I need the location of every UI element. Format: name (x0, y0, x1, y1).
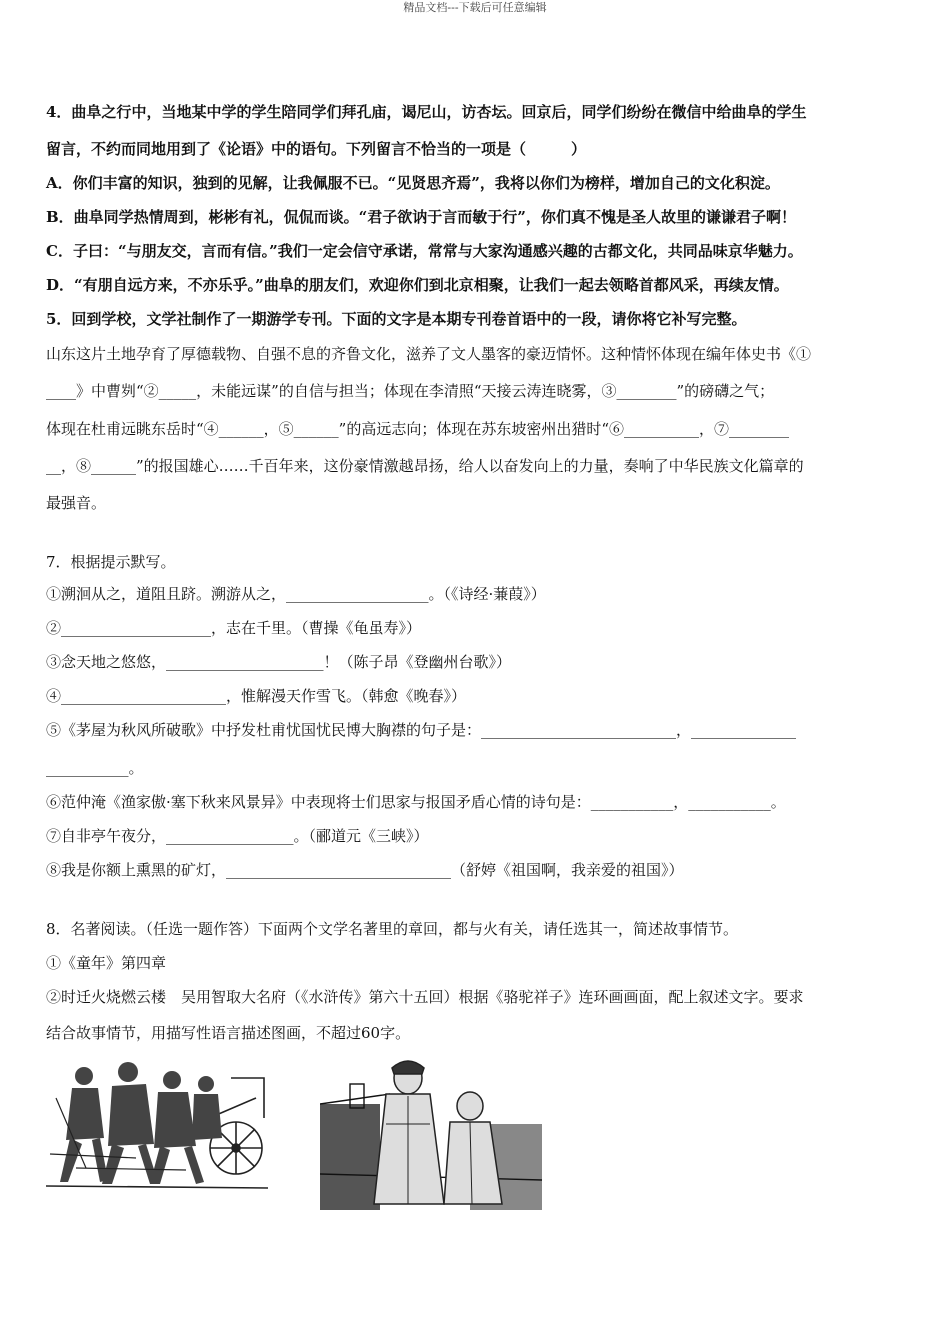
q8-title: 8．名著阅读。（任选一题作答）下面两个文学名著里的章回，都与火有关，请任选其一，简述故事情节。 (46, 920, 739, 938)
q8-option-1: ①《童年》第四章 (46, 954, 167, 972)
q7-item-6: ⑥范仲淹《渔家傲·塞下秋来风景异》中表现将士们思家与报国矛盾心情的诗句是：___________，___________。 (46, 793, 786, 811)
q7-item-2: ②____________________，志在千里。（曹操《龟虽寿》） (46, 619, 422, 637)
q5-title: 5．回到学校，文学社制作了一期游学专刊。下面的文字是本期专刊卷首语中的一段，请你将它补写完整。 (46, 310, 747, 328)
q7-item-5: ⑤《茅屋为秋风所破歌》中抒发杜甫忧国忧民博大胸襟的句子是：__________________________，______________ (46, 721, 797, 739)
q4-option-b: B．曲阜同学热情周到，彬彬有礼，侃侃而谈。“君子欲讷于言而敏于行”，你们真不愧是圣人故里的谦谦君子啊！ (46, 208, 796, 226)
q4-stem-line1: 4．曲阜之行中，当地某中学的学生陪同学们拜孔庙，谒尼山，访杏坛。回京后，同学们纷纷在微信中给曲阜的学生 (46, 103, 807, 121)
q4-option-c: C．子曰：“与朋友交，言而有信。”我们一定会信守承诺，常常与大家沟通感兴趣的古都文化，共同品味京华魅力。 (46, 242, 803, 260)
q7-item-5-cont: ___________。 (46, 759, 144, 777)
q7-title: 7．根据提示默写。 (46, 553, 176, 571)
q7-item-8: ⑧我是你额上熏黑的矿灯，______________________________（舒婷《祖国啊，我亲爱的祖国》） (46, 861, 684, 879)
q4-option-d: D．“有朋自远方来，不亦乐乎。”曲阜的朋友们，欢迎你们到北京相聚，让我们一起去领略首都风采，再续友情。 (46, 276, 789, 294)
q5-text-line1: 山东这片土地孕育了厚德载物、自强不息的齐鲁文化，滋养了文人墨客的豪迈情怀。这种情怀体现在编年体史书《① (46, 345, 812, 363)
room-figures-illustration (320, 1054, 542, 1210)
q7-item-3: ③念天地之悠悠，_____________________！（陈子昂《登幽州台歌》） (46, 653, 512, 671)
rickshaw-illustration (46, 1058, 268, 1198)
q4-option-a: A．你们丰富的知识，独到的见解，让我佩服不已。“见贤思齐焉”，我将以你们为榜样，增加自己的文化积淀。 (46, 174, 780, 192)
q5-text-line3: 体现在杜甫远眺东岳时“④______，⑤______”的高远志向；体现在苏东坡密州出猎时“⑥__________，⑦________ (46, 420, 790, 438)
q8-option-2: ②时迁火烧燃云楼 吴用智取大名府（《水浒传》第六十五回）根据《骆驼祥子》连环画画面，配上叙述文字。要求 (46, 988, 804, 1006)
q4-stem-line2: 留言，不约而同地用到了《论语》中的语句。下列留言不恰当的一项是（ ） (46, 140, 587, 158)
q5-text-line5: 最强音。 (46, 494, 107, 512)
q5-text-line2: ____》中曹刿“②_____，未能远谋”的自信与担当；体现在李清照“天接云涛连晓雾，③________”的磅礴之气； (46, 382, 775, 400)
q7-item-1: ①溯洄从之，道阻且跻。溯游从之，___________________。（《诗经·蒹葭》） (46, 585, 546, 603)
q7-item-7: ⑦自非亭午夜分，_________________。（郦道元《三峡》） (46, 827, 429, 845)
q8-option-2-cont: 结合故事情节，用描写性语言描述图画，不超过60字。 (46, 1024, 411, 1042)
q5-text-line4: __，⑧______”的报国雄心……千百年来，这份豪情激越昂扬，给人以奋发向上的力量，奏响了中华民族文化篇章的 (46, 457, 804, 475)
page-header: 精品文档---下载后可任意编辑 (403, 1, 547, 14)
q7-item-4: ④______________________，惟解漫天作雪飞。（韩愈《晚春》） (46, 687, 467, 705)
